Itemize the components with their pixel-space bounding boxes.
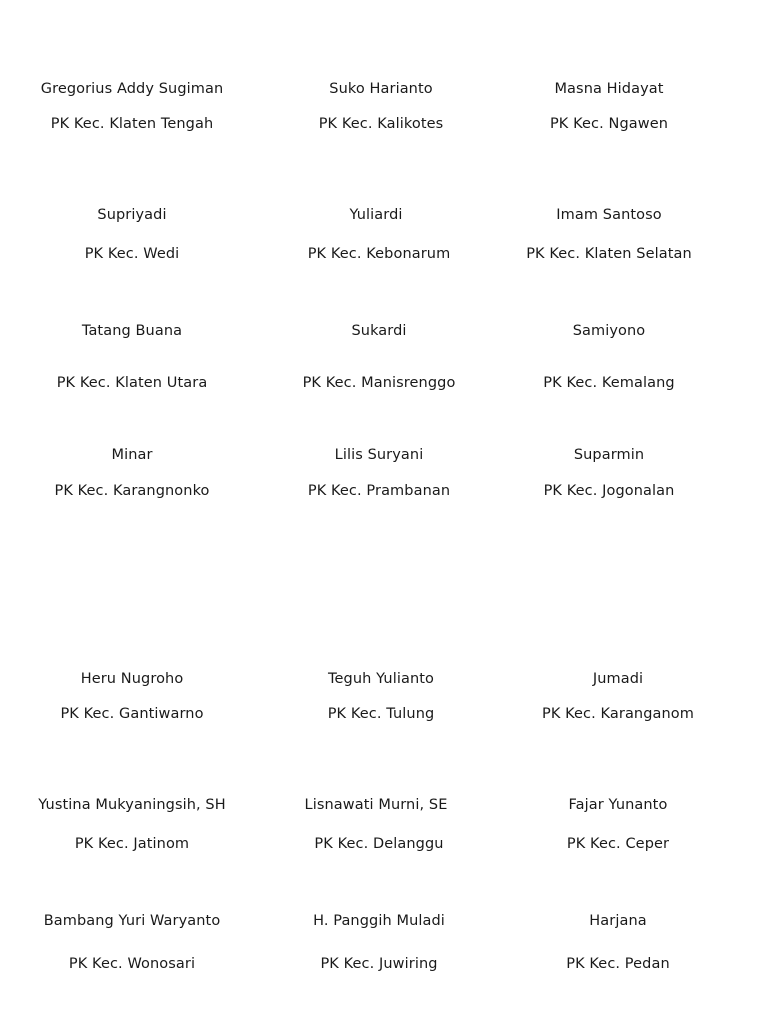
name-label-2: Suko Harianto: [329, 81, 433, 97]
office-label-20: PK Kec. Juwiring: [320, 956, 438, 972]
office-label-14: PK Kec. Tulung: [327, 706, 435, 722]
name-label-20: H. Panggih Muladi: [313, 913, 445, 929]
office-label-12: PK Kec. Jogonalan: [543, 483, 675, 499]
name-label-7: Tatang Buana: [81, 323, 183, 339]
name-label-10: Minar: [111, 447, 153, 463]
office-label-8: PK Kec. Manisrenggo: [302, 375, 456, 391]
office-label-10: PK Kec. Karangnonko: [54, 483, 210, 499]
office-label-4: PK Kec. Wedi: [84, 246, 180, 262]
name-label-5: Yuliardi: [349, 207, 403, 223]
name-label-3: Masna Hidayat: [554, 81, 664, 97]
name-label-16: Yustina Mukyaningsih, SH: [38, 797, 226, 813]
office-label-16: PK Kec. Jatinom: [74, 836, 190, 852]
name-label-18: Fajar Yunanto: [568, 797, 668, 813]
name-label-13: Heru Nugroho: [80, 671, 184, 687]
name-label-9: Samiyono: [572, 323, 646, 339]
office-label-11: PK Kec. Prambanan: [307, 483, 451, 499]
name-label-19: Bambang Yuri Waryanto: [43, 913, 221, 929]
name-label-14: Teguh Yulianto: [328, 671, 434, 687]
name-label-4: Supriyadi: [97, 207, 167, 223]
office-label-19: PK Kec. Wonosari: [68, 956, 196, 972]
name-label-12: Suparmin: [573, 447, 645, 463]
name-label-1: Gregorius Addy Sugiman: [40, 81, 224, 97]
name-label-21: Harjana: [589, 913, 647, 929]
office-label-9: PK Kec. Kemalang: [543, 375, 675, 391]
office-label-7: PK Kec. Klaten Utara: [56, 375, 208, 391]
office-label-21: PK Kec. Pedan: [566, 956, 670, 972]
office-label-2: PK Kec. Kalikotes: [318, 116, 444, 132]
office-label-13: PK Kec. Gantiwarno: [60, 706, 204, 722]
name-label-6: Imam Santoso: [556, 207, 662, 223]
office-label-3: PK Kec. Ngawen: [549, 116, 669, 132]
office-label-5: PK Kec. Kebonarum: [307, 246, 451, 262]
office-label-18: PK Kec. Ceper: [566, 836, 670, 852]
office-label-17: PK Kec. Delanggu: [314, 836, 444, 852]
name-label-11: Lilis Suryani: [334, 447, 424, 463]
name-label-17: Lisnawati Murni, SE: [304, 797, 448, 813]
name-label-15: Jumadi: [592, 671, 644, 687]
name-label-8: Sukardi: [351, 323, 407, 339]
office-label-6: PK Kec. Klaten Selatan: [526, 246, 692, 262]
office-label-15: PK Kec. Karanganom: [541, 706, 695, 722]
office-label-1: PK Kec. Klaten Tengah: [50, 116, 214, 132]
